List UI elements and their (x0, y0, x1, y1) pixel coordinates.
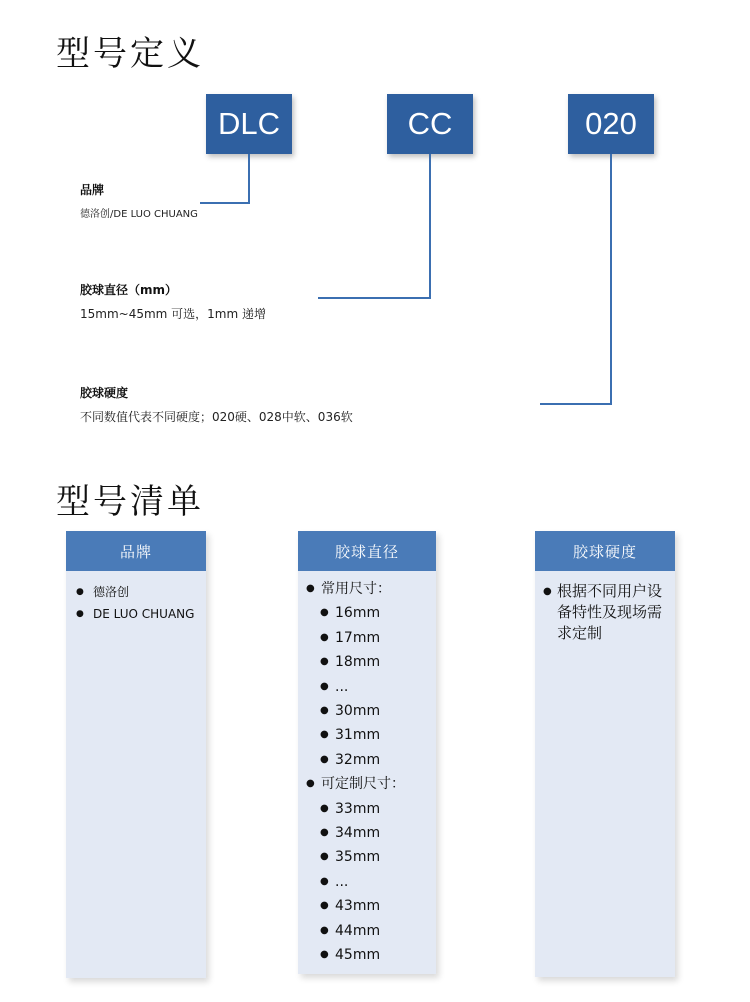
list-item-text: DE LUO CHUANG (93, 607, 195, 621)
connector-brand (200, 154, 249, 203)
model-definition-title: 型号定义 (56, 34, 204, 74)
bullet-icon: ● (76, 609, 84, 619)
bullet-icon: ● (320, 656, 329, 668)
list-item (306, 870, 436, 894)
bullet-icon: ● (320, 631, 329, 643)
panel-hardness (535, 531, 675, 977)
code-box-brand: DLC (206, 94, 292, 154)
connector-diameter (318, 154, 430, 298)
code-box-hardness: 020 (568, 94, 654, 154)
bullet-icon: ● (320, 802, 329, 814)
list-item (306, 650, 436, 674)
bullet-icon: ● (306, 778, 315, 790)
list-item-common-label (306, 577, 436, 601)
list-item-custom-label (306, 772, 436, 796)
brand-text: 德洛创/DE LUO CHUANG (80, 209, 198, 220)
panel-brand-header: 品牌 (66, 531, 206, 571)
model-list-title: 型号清单 (56, 482, 204, 522)
hardness-label: 胶球硬度 (80, 386, 129, 400)
bullet-icon: ● (320, 753, 329, 765)
list-item-text: 43mm (335, 898, 381, 915)
list-item-text: 31mm (335, 727, 381, 744)
bullet-icon: ● (320, 851, 329, 863)
bullet-icon: ● (306, 583, 315, 594)
brand-label: 品牌 (80, 183, 105, 197)
list-item-text: 33mm (335, 800, 381, 817)
list-item (306, 626, 436, 650)
code-box-diameter: CC (387, 94, 473, 154)
list-item (306, 723, 436, 747)
bullet-icon: ● (320, 827, 329, 839)
list-item-text: 34mm (335, 825, 381, 842)
list-item-text: 德洛创 (93, 585, 130, 599)
list-item-text: 常用尺寸： (321, 581, 391, 597)
diameter-text: 15mm~45mm 可选，1mm 递增 (80, 307, 266, 321)
list-item-text: 根据不同用户设备特性及现场需求定制 (557, 582, 663, 642)
brand-list (66, 571, 206, 625)
list-item-text: 44mm (335, 922, 381, 939)
list-item (306, 943, 436, 967)
hardness-text: 不同数值代表不同硬度；020硬、028中软、036软 (80, 410, 353, 424)
list-item-text: 可定制尺寸： (321, 776, 405, 793)
list-item-text: ... (335, 873, 349, 890)
diameter-list (298, 571, 436, 968)
bullet-icon: ● (543, 586, 552, 597)
panel-hardness-header: 胶球硬度 (535, 531, 675, 571)
list-item-text: 35mm (335, 849, 381, 866)
list-item-text: 45mm (335, 947, 381, 964)
panel-brand (66, 531, 206, 978)
list-item (306, 797, 436, 821)
bullet-icon: ● (320, 875, 329, 887)
list-item (306, 919, 436, 943)
list-item (76, 603, 206, 625)
bullet-icon: ● (320, 705, 329, 717)
hardness-list (535, 571, 675, 644)
bullet-icon: ● (320, 949, 329, 961)
list-item-text: 17mm (335, 629, 381, 646)
connector-hardness (540, 154, 611, 404)
panel-diameter-header: 胶球直径 (298, 531, 436, 571)
list-item-text: 32mm (335, 751, 381, 768)
list-item (306, 699, 436, 723)
list-item (543, 581, 663, 644)
list-item (306, 748, 436, 772)
list-item (306, 845, 436, 869)
list-item (306, 675, 436, 699)
diameter-label: 胶球直径（mm） (80, 283, 178, 297)
list-item (76, 581, 206, 603)
bullet-icon: ● (320, 607, 329, 619)
list-item-text: 30mm (335, 703, 381, 720)
bullet-icon: ● (76, 587, 84, 597)
list-item-text: 18mm (335, 654, 381, 671)
list-item-text: 16mm (335, 605, 381, 622)
list-item (306, 821, 436, 845)
bullet-icon: ● (320, 924, 329, 936)
bullet-icon: ● (320, 900, 329, 912)
list-item (306, 601, 436, 625)
bullet-icon: ● (320, 680, 329, 692)
bullet-icon: ● (320, 729, 329, 741)
list-item-text: ... (335, 678, 349, 695)
list-item (306, 894, 436, 918)
panel-diameter (298, 531, 436, 974)
